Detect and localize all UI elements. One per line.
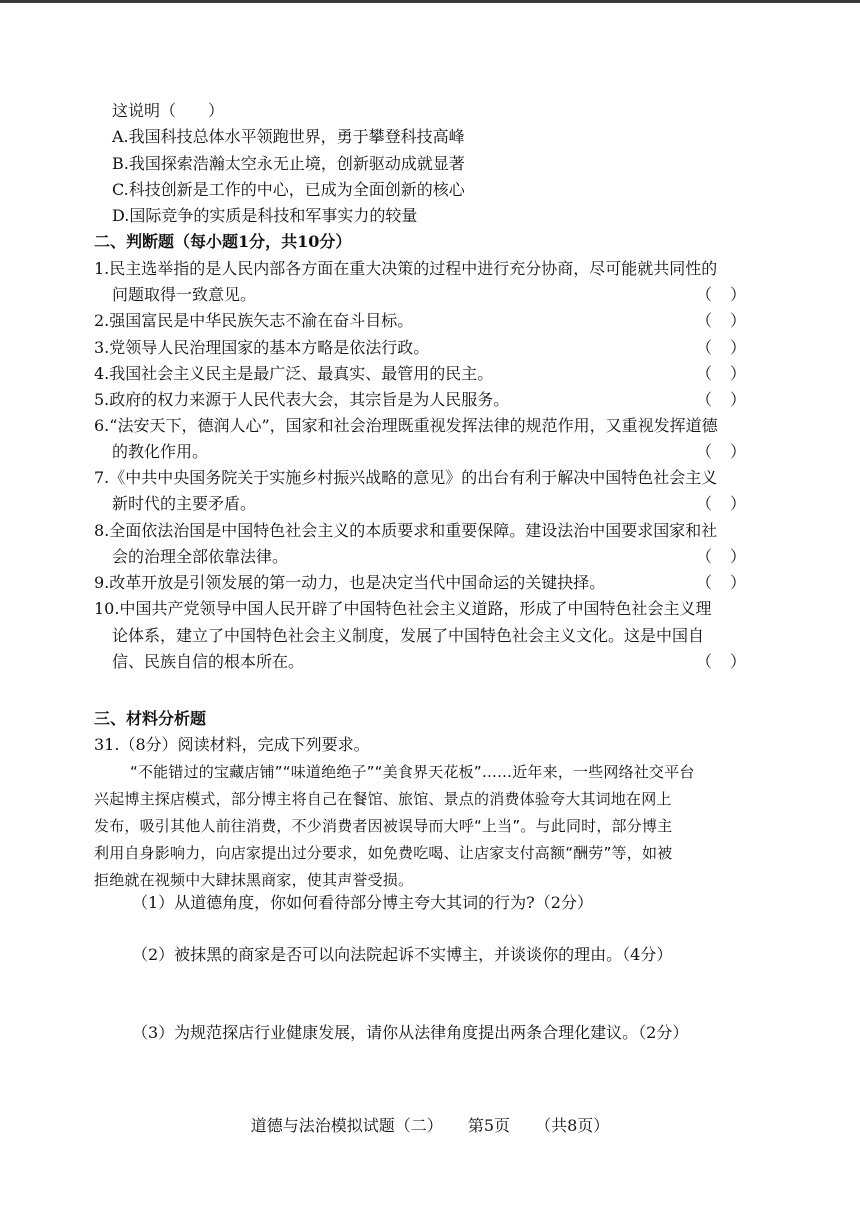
mc-option-b: B.我国探索浩瀚太空永无止境，创新驱动成就显著 [112,154,465,173]
judge-item-10-line-1: 10.中国共产党领导中国人民开辟了中国特色社会主义道路，形成了中国特色社会主义理 [94,599,712,618]
subquestion-1: （1）从道德角度，你如何看待部分博主夸大其词的行为?（2分） [132,893,593,912]
footer-total-pages: （共8页） [535,1116,610,1135]
judge-item-5: 5.政府的权力来源于人民代表大会，其宗旨是为人民服务。 [94,390,510,409]
answer-blank-8[interactable]: （ ） [696,547,746,566]
q31-title: 31.（8分）阅读材料，完成下列要求。 [94,735,370,754]
judge-item-7-line-1: 7.《中共中央国务院关于实施乡村振兴战略的意见》的出台有利于解决中国特色社会主义 [94,468,718,487]
mc-stem-tail: 这说明（ ） [112,101,225,120]
judge-item-8-line-1: 8.全面依法治国是中国特色社会主义的本质要求和重要保障。建设法治中国要求国家和社 [94,521,718,540]
mc-option-a: A.我国科技总体水平领跑世界，勇于攀登科技高峰 [112,127,465,146]
answer-blank-3[interactable]: （ ） [696,338,746,357]
judge-item-8-line-2: 会的治理全部依靠法律。 [112,547,289,566]
judge-item-10-line-3: 信、民族自信的根本所在。 [112,652,305,671]
page-footer [0,1113,860,1136]
subquestion-3: （3）为规范探店行业健康发展，请你从法律角度提出两条合理化建议。（2分） [132,1023,689,1042]
judge-item-1-line-1: 1.民主选举指的是人民内部各方面在重大决策的过程中进行充分协商，尽可能就共同性的 [94,259,718,278]
answer-blank-4[interactable]: （ ） [696,364,746,383]
answer-blank-5[interactable]: （ ） [696,390,746,409]
answer-blank-9[interactable]: （ ） [696,573,746,592]
mc-option-c: C.科技创新是工作的中心，已成为全面创新的核心 [112,180,465,199]
judge-item-1-line-2: 问题取得一致意见。 [112,285,257,304]
answer-blank-6[interactable]: （ ） [696,442,746,461]
judge-item-2: 2.强国富民是中华民族矢志不渝在奋斗目标。 [94,311,414,330]
answer-blank-7[interactable]: （ ） [696,494,746,513]
material-line-5: 拒绝就在视频中大肆抹黑商家，使其声誉受损。 [94,871,414,889]
judge-heading: 二、判断题（每小题1分，共10分） [94,232,352,251]
judge-item-9: 9.改革开放是引领发展的第一动力，也是决定当代中国命运的关键抉择。 [94,573,606,592]
judge-item-6-line-1: 6.“法安天下，德润人心”，国家和社会治理既重视发挥法律的规范作用，又重视发挥道德 [94,416,718,435]
judge-item-3: 3.党领导人民治理国家的基本方略是依法行政。 [94,338,430,357]
judge-item-10-line-2: 论体系，建立了中国特色社会主义制度，发展了中国特色社会主义文化。这是中国自 [112,626,705,645]
material-line-3: 发布，吸引其他人前往消费，不少消费者因被误导而大呼“上当”。与此同时，部分博主 [94,817,673,835]
subquestion-2: （2）被抹黑的商家是否可以向法院起诉不实博主，并谈谈你的理由。（4分） [132,945,673,964]
mc-option-d: D.国际竞争的实质是科技和军事实力的较量 [112,206,418,225]
footer-exam-title: 道德与法治模拟试题（二） [250,1116,443,1135]
material-line-2: 兴起博主探店模式，部分博主将自己在餐馆、旅馆、景点的消费体验夸大其词地在网上 [94,790,672,808]
answer-blank-10[interactable]: （ ） [696,652,746,671]
judge-item-4: 4.我国社会主义民主是最广泛、最真实、最管用的民主。 [94,364,494,383]
material-line-4: 利用自身影响力，向店家提出过分要求，如免费吃喝、让店家支付高额“酬劳”等，如被 [94,844,673,862]
analysis-heading: 三、材料分析题 [94,709,207,728]
judge-item-7-line-2: 新时代的主要矛盾。 [112,494,257,513]
answer-blank-1[interactable]: （ ） [696,285,746,304]
material-line-1: “不能错过的宝藏店铺”“味道绝绝子”“美食界天花板”……近年来，一些网络社交平台 [130,763,695,781]
footer-page-number: 第5页 [467,1116,510,1135]
answer-blank-2[interactable]: （ ） [696,311,746,330]
judge-item-6-line-2: 的教化作用。 [112,442,209,461]
